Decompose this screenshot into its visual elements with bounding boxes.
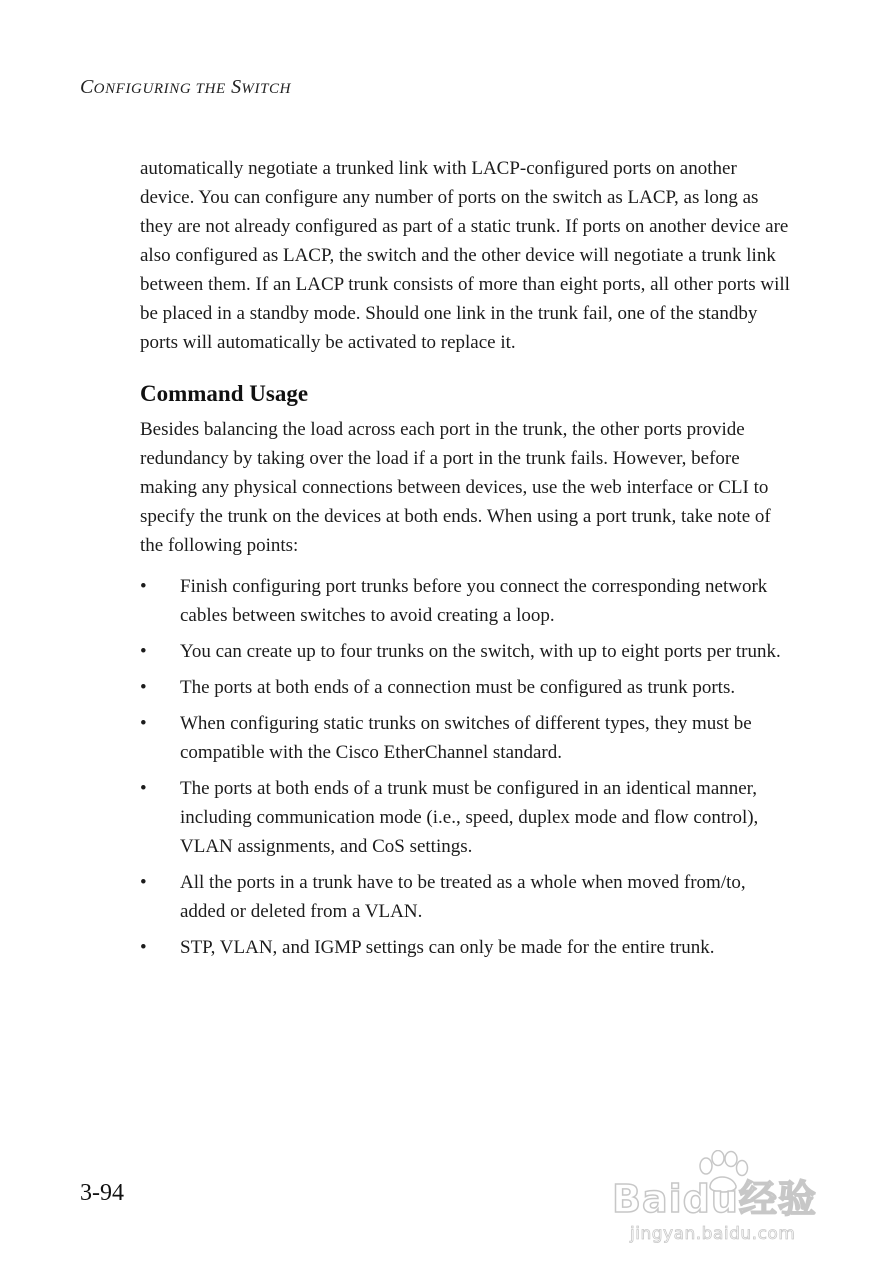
bullet-icon: • bbox=[140, 713, 147, 734]
bullet-icon: • bbox=[140, 677, 147, 698]
bullet-list bbox=[140, 572, 790, 962]
page-number: 3-94 bbox=[80, 1180, 124, 1206]
watermark bbox=[612, 1150, 842, 1250]
bullet-icon: • bbox=[140, 778, 147, 799]
bullet-icon: • bbox=[140, 937, 147, 958]
section-paragraph: Besides balancing the load across each port in the trunk, the other ports provide redundancy by taking over the load if a port in the trunk fails. However, before making any physical connections between devices, use the web interface or CLI to specify the trunk on the devices at both ends. When using a port trunk, take note of the following points: bbox=[140, 419, 771, 556]
running-header: CONFIGURING THE SWITCH bbox=[80, 76, 292, 98]
watermark-url: jingyan.baidu.com bbox=[630, 1224, 796, 1244]
list-item: • All the ports in a trunk have to be treated as a whole when moved from/to, added or deleted from a VLAN. bbox=[140, 868, 790, 926]
intro-paragraph: automatically negotiate a trunked link with LACP-configured ports on another device. You can configure any number of ports on the switch as LACP, as long as they are not already configured as part of a static trunk. If ports on another device are also configured as LACP, the switch and the other device will negotiate a trunk link between them. If an LACP trunk consists of more than eight ports, all other ports will be placed in a standby mode. Should one link in the trunk fail, one of the standby ports will automatically be activated to replace it. bbox=[140, 158, 790, 353]
section-heading: Command Usage bbox=[140, 381, 309, 406]
bullet-icon: • bbox=[140, 872, 147, 893]
list-item: • When configuring static trunks on switches of different types, they must be compatible with the Cisco EtherChannel standard. bbox=[140, 709, 790, 767]
watermark-brand: Baidu经验 bbox=[612, 1177, 817, 1221]
page-content bbox=[140, 154, 790, 969]
list-item: • The ports at both ends of a trunk must be configured in an identical manner, including communication mode (i.e., speed, duplex mode and flow control), VLAN assignments, and CoS settings. bbox=[140, 774, 790, 861]
bullet-icon: • bbox=[140, 576, 147, 597]
bullet-icon: • bbox=[140, 641, 147, 662]
list-item: • The ports at both ends of a connection must be configured as trunk ports. bbox=[140, 673, 790, 702]
list-item: • STP, VLAN, and IGMP settings can only be made for the entire trunk. bbox=[140, 933, 790, 962]
list-item: • Finish configuring port trunks before you connect the corresponding network cables between switches to avoid creating a loop. bbox=[140, 572, 790, 630]
list-item: • You can create up to four trunks on the switch, with up to eight ports per trunk. bbox=[140, 637, 790, 666]
